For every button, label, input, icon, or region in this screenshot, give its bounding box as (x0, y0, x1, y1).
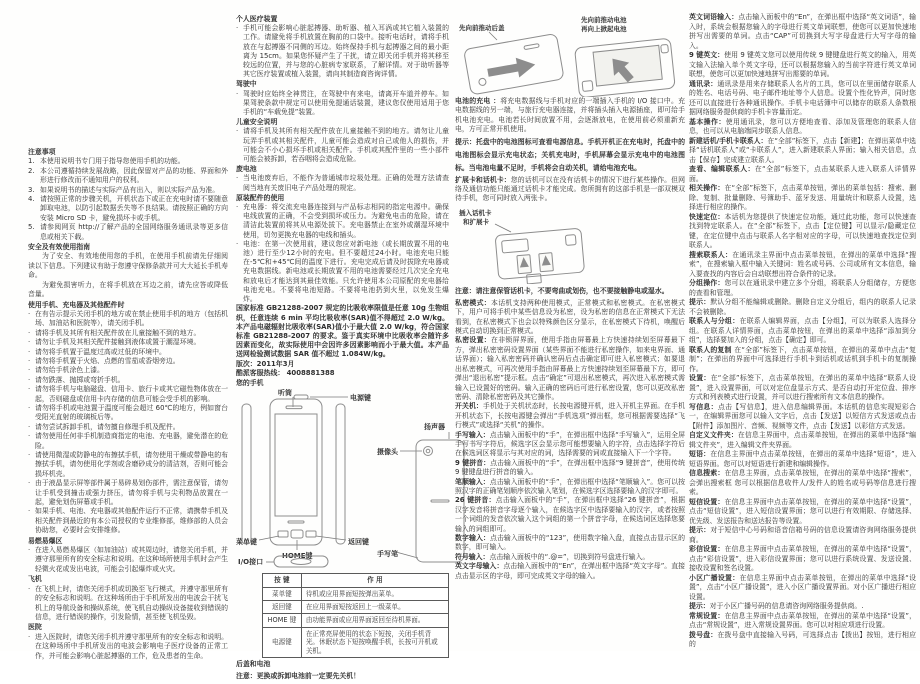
list-number: 1. (28, 157, 35, 166)
bullet-item (236, 24, 449, 79)
section-heading (236, 80, 449, 89)
text: 版次：2011年3月 (236, 359, 295, 368)
text: 请将手机及其所有相关配件放在儿童接触不到的地方。 (35, 328, 201, 337)
bullet-marker: · (28, 385, 31, 394)
text: 点击输入面板中的“手”，在弹出框中选择“手写输入”，运用全屏手写书写字符后，候选字区会显示您可能想要输入的字符，点击选择字符后在候选词区将显示与其对应的词，选择需要的词或直接输入下一个字符。 (455, 430, 685, 458)
numbered-item (28, 195, 228, 223)
term-label: 英文词语输入： (689, 13, 739, 21)
figure-label: 和扩展卡 (463, 217, 489, 226)
text: 由于液晶显示屏等部件属于易碎易划伤部件，需注意保管，请勿让手机受到撞击或强力挤压，请勿将手机与尖利物品放置在一起，避免划伤屏幕或手机。 (35, 479, 228, 507)
bold-paragraph (236, 304, 449, 359)
table-cell: 由功能界面或应用界面返回至待机界面。 (301, 614, 448, 627)
bullet-item (236, 203, 449, 240)
text: 托盘中的电池图标可查看电源信息。手机开机正在充电时，托盘中的电池图标会显示充电状态；关机充电时，手机屏幕会显示充电中的电池图标。当电池电量不足时，手机将会自动关机，请给电池充电。 (455, 137, 686, 172)
key-table-block (236, 573, 449, 658)
bullet-marker: · (28, 632, 31, 641)
term-label: 通讯录： (689, 79, 718, 88)
bullet-marker: · (28, 309, 31, 318)
text: 国家标准 GB21288-2007 规定的比吸收率限值是任意 10g 生物组织，任意连续 6 min 平均比吸收率(SAR)值不得超过 2.0 W/kg。本产品电磁辐射比吸收率(SAR)值小于最大值 2.0 W/kg，符合国家标准 GB21288-2007 的要求。鉴于真实环境中比吸收率会随许多因素而变化，故实际使用中会因许多因素影响而小于最大值。本产品送网检验测试数据 SAR 值不超过 1.084W/kg。 (236, 304, 449, 359)
text: 后盖和电池 (236, 659, 271, 668)
bullet-marker: · (236, 127, 239, 136)
bullet-marker: · (28, 584, 31, 593)
bullet-item (28, 385, 228, 404)
text: 点击输入面板中的“En”，在弹出框中选择“英文词语”，输入时，系统会根据您输入的字母进行英文单词联想，使您可以更加快速地拼写出需要的单词。点击“CAP”可切换到大写字母盘进行大写字母的输入。 (689, 13, 917, 50)
arrow-right-icon (486, 55, 537, 83)
paragraph (689, 498, 916, 527)
term-label: 彩信设置： (689, 545, 725, 553)
paragraph (455, 478, 685, 497)
paragraph (455, 299, 685, 337)
section-heading (28, 148, 228, 157)
text: 本话机支持两种使用模式，正常模式和私密模式。在私密模式下，用户可将手机中某些信息设为私密，设为私密的信息在正常模式下无法看到，在私密模式下也会以特殊颜色区分显示，在私密模式下待机，唤醒后模式自动切换到正常模式。 (455, 298, 686, 336)
term-label: 提示： (689, 602, 710, 610)
text: 在信息主界面，点击菜单按钮，在弹出的菜单中选择“搜索”，会弹出搜索框 您可以根据信息收件人/发件人的姓名或号码等信息进行搜索。 (689, 469, 917, 496)
figure-label: I/O接口 (238, 558, 264, 567)
bullet-item (28, 357, 228, 366)
paragraph (455, 402, 685, 430)
bullet-item (28, 585, 228, 623)
figure-label: 先向前推动电池 (581, 16, 627, 24)
numbered-item (28, 167, 228, 186)
column-contacts-and-messaging (689, 13, 916, 650)
figure-your-phone (236, 388, 471, 570)
column-safety-and-phone (236, 14, 449, 684)
text: 在信息主界面中，点击菜单按钮，在弹出的菜单中选择“编辑文件夹”，进入编辑文件夹界面。 (689, 431, 916, 449)
bullet-marker: · (28, 403, 31, 412)
text: 点击输入面板中的“123”，使用数字输入盘，直接点击显示区的数字，即可输入。 (455, 534, 685, 552)
text: 驾驶中 (236, 80, 257, 89)
paragraph (689, 137, 916, 166)
text: 在“全部”标签下，点击菜单按钮，在弹出的菜单中点击“复制”；在弹出的界面中可选择进行手机卡到话机或话机到手机卡的复制操作。 (689, 345, 916, 373)
bullet-marker: · (28, 422, 31, 431)
key-function-table (262, 573, 449, 658)
text: 请注意保管话机卡，不要弯曲或划伤，也不要接触静电或湿水。 (475, 286, 669, 295)
list-number: 4. (28, 195, 35, 204)
text: 本公司遵循持续发展战略，因此保留对产品的功能、界面和外形进行修改而不通知用户的权利。 (40, 166, 228, 185)
text: 在信息主界面中点击菜单按钮，在弹出的菜单中选择“设置”，点击“短信设置”，进入短信设置界面；您可以进行有效期限、存储选择、优先级、发送报告和送达报告等设置。 (689, 497, 917, 525)
bullet-item (28, 404, 228, 423)
text: 在信息主界面中点击菜单按钮，在弹出的菜单中选择“短语”，进入短语界面。您可以对短语进行新建和编辑操作。 (689, 450, 917, 468)
text: 儿童安全说明 (236, 118, 278, 127)
section-heading (28, 537, 228, 546)
term-label: 符号输入： (455, 552, 490, 561)
text: 请将手机及其所有相关配件放在儿童接触不到的地方。请勿让儿童玩弄手机或其相关配件，儿童可能会造成对自己或他人的损伤，并可能会不小心损坏手机或相关配件。手机或其配件里的一些小部件可能会被拆卸，若吞咽将会造成危险。 (243, 127, 449, 164)
bullet-marker: · (28, 451, 31, 459)
term-label: 私密模式： (455, 298, 491, 307)
text: 原装配件的使用 (236, 193, 285, 202)
text: 点击输入面板中的“En”，在弹出框中选择“英文字母”。直接点击显示区的字母，即可完成英文字母的输入。 (455, 562, 686, 580)
text: 请勿给手机涂色上漆。 (35, 366, 104, 375)
paragraph (689, 431, 916, 450)
bullet-item (28, 376, 228, 385)
term-label: 英文字母输入： (455, 562, 504, 571)
term-label: 分组操作： (689, 279, 725, 287)
section-heading (236, 194, 449, 203)
text: 本话机为您提供了快速定位功能，通过此功能，您可以快速查找到特定联系人。在“全部”标签下，点击【定位键】可以显示/隐藏定位键，在定位键中点击与联系人名字相对应的字母，可以快速地查找定位到联系人。 (689, 212, 917, 249)
figure-back-cover-removal (455, 13, 681, 97)
text: 在信息主界面中点击菜单按钮，在弹出的菜单中选择“设置”，点击“小区广播设置”，进入小区广播设置界面。对小区广播进行相应设置。 (689, 573, 916, 601)
table-header: 按 键 (263, 574, 302, 587)
text: 在通讯录主界面中点击菜单按钮，在弹出的菜单中选择“搜索”，在搜索输入框中输入关键词：姓名或号码、公司或所有文本信息，输入要查找的内容后会自动联想出符合条件的记录。 (689, 250, 916, 278)
paragraph (689, 374, 916, 403)
table-row (263, 587, 449, 600)
table-cell: 电源键 (263, 627, 302, 657)
text: 电池：在第一次使用前，建议您应对新电池（或长期放置不用的电池）进行至少12小时的充电。但不要超过24小时。电池充电只能在-5℃和+45℃间的温度下进行。充电完成后请及时拔除充电器或充电数据线。新电池或长期放置不用的电池需要经过几次完全充电和放电后才能达到其最佳效能。只允许使用本公司原配的充电器给电池充电。不要将电池短路。不要将电池扔到火里，以免发生爆炸。 (243, 239, 449, 304)
text: 请勿将手机置于火焰、点燃的雪茄或香烟旁边。 (35, 356, 180, 365)
section-heading (28, 623, 228, 632)
table-row (263, 600, 449, 613)
text: 请勿将手机或电池置于温度可能会超过 60℃的地方，例如窗台受阳光直射的玻璃板后等。 (35, 403, 228, 422)
term-label: 提示： (689, 298, 711, 306)
figure-label: 再向上掀起电池 (581, 25, 627, 33)
bullet-marker: · (236, 174, 239, 183)
bullet-marker: · (28, 328, 31, 337)
bullet-marker: · (28, 546, 31, 555)
paragraph (689, 298, 916, 317)
text: 注意：更换或拆卸电池前一定要先关机！ (236, 672, 361, 681)
text: 如果手机、电池、充电器或其他配件运行不正常，请携带手机及相关配件到最近的有本公司授权的专业维修部，维修部的人员会协助您，必要时会安排维修。 (35, 507, 228, 535)
bullet-item (28, 310, 228, 329)
text: 使用手机、充电器及其他配件时 (28, 300, 125, 309)
bold-paragraph (236, 369, 449, 378)
term-label: 设置： (689, 374, 711, 382)
indent-paragraph (28, 281, 228, 300)
text: 酷派客服热线： 4008881388 (236, 368, 335, 377)
text: 易燃易爆区 (28, 536, 63, 545)
figure-label: 电源键 (350, 394, 371, 403)
paragraph (455, 97, 685, 135)
paragraph (689, 450, 916, 469)
text: 使用 9 键英文您可以使用传统 9 键键盘进行英文的输入，用英文输入法输入单个英文字母，还可以根据您输入的当前字符进行英文单词联想，使您可以更加快速地拼写出需要的单词。 (689, 51, 916, 78)
term-label: 自定义文件夹： (689, 431, 738, 439)
term-label: 常规设置： (689, 611, 725, 620)
term-label: 数字输入： (455, 534, 490, 542)
section-heading (236, 379, 449, 388)
figure-label: 插入话机卡 (459, 208, 492, 217)
paragraph (689, 80, 916, 118)
text: 在“全部”标签下，点击菜单按钮，弹出的菜单包括：搜索、删除、复制、批量删除、号簿助手、蓝牙发送、用量统计和联系人设置，选择进行相应的操作。 (689, 184, 917, 211)
bullet-marker: · (28, 366, 31, 375)
paragraph (455, 562, 685, 581)
term-label: 开关机： (455, 402, 483, 411)
table-cell: 返回键 (263, 600, 302, 613)
paragraph (455, 553, 685, 562)
table-cell: HOME 键 (263, 614, 302, 627)
list-number: 3. (28, 185, 35, 194)
paragraph (455, 336, 685, 402)
fig-sim-slot (455, 204, 685, 284)
table-cell: 在正常亮屏使用的状态下短按，关闭手机背光。休眠状态下短按唤醒手机，长按可开机或关机。 (301, 627, 448, 657)
bullet-marker: · (28, 347, 31, 356)
bullet-item (28, 451, 228, 479)
paragraph (689, 346, 916, 375)
bullet-marker: · (28, 338, 31, 347)
text: 请勿尝试拆卸手机，请勿擅自修理手机及配件。 (35, 422, 180, 431)
term-label: 拨号盘： (689, 630, 718, 639)
paragraph (455, 534, 685, 553)
list-number: 2. (28, 166, 35, 175)
text: 点击输入面板中的“手”，在弹出框中选择“笔顺输入”。您可以按照汉字的正确笔划顺序依次输入笔划，在候选字区选择要输入的汉字即可。 (455, 477, 685, 495)
text: 在信息主界面中点击菜单按钮，在弹出的菜单中选择“设置”，点击“常规设置”，进入常规设置界面。您可以对相应项进行设置。 (689, 611, 917, 629)
term-label: 私密设置： (455, 336, 491, 345)
fig-phone-slot (236, 388, 449, 570)
term-label: 写信息： (689, 402, 718, 411)
text: 您的话机可以在没有话机卡的情况下进行某些操作。但网络及通信功能只能通过话机卡才能完成。您所拥有的这部手机是一部双模双待手机，您可同时放入两张卡。 (455, 175, 686, 203)
text: 安全及有效使用指南 (28, 243, 91, 252)
text: 请勿使用任何非手机制造商指定的电池、充电器，避免潜在的危险。 (35, 432, 228, 450)
paragraph (689, 251, 916, 280)
section-heading (236, 660, 449, 669)
text: 在有告示提示关闭手机的地方或在禁止使用手机的地方（包括机场、加油站和医院等），请关闭手机。 (35, 309, 228, 328)
term-label: 短语： (689, 450, 711, 458)
term-label: 26 键拼音： (455, 496, 496, 505)
table-cell: 在应用界面短按返回上一级菜单。 (301, 600, 448, 613)
section-heading (236, 15, 449, 24)
text: 点击【写信息】，进入信息编辑界面。本话机的信息实现短彩合一，在编辑界面您可以输入文字后，点击【发送】以短信方式发送或点击【附件】添加图片、音频、视频等文件，点击【发送】以彩信方式发送。 (689, 402, 916, 430)
text: 在信息主界面中点击菜单按钮，在弹出的菜单中选择“设置”，点击“彩信设置”，进入彩信设置界面；您可以进行系统设置、发送设置、接收设置和签名设置。 (689, 545, 917, 572)
list-number: 5. (28, 223, 35, 232)
numbered-item (28, 223, 228, 242)
text: 通讯录是用来存储联系人名片的工具，您可以在里面储存联系人的姓名、电话号码、电子邮件地址等个人信息。设置个性化铃声，同时您还可以直接进行各种通讯操作。手机卡电话簿中可以储存的联系人条数根据网络服务提供商的手机卡容量而定。 (689, 79, 917, 116)
term-label: 信息搜索： (689, 469, 725, 477)
text: 废电池 (236, 165, 257, 174)
text: 点击输入面板中的“手”，在弹出框中选择“26 键拼音”，根据汉字发音将拼音字母逐个输入，在候选字区中选择要输入的汉字，或者按照一个词组的发音依次输入这个词组的第一个拼音字母，在候选词区选择您要输入的词组即可。 (455, 496, 685, 533)
figure-sim-insert (455, 204, 587, 284)
bullet-marker: · (28, 356, 31, 365)
bullet-item (28, 633, 228, 661)
paragraph (455, 496, 685, 534)
paragraph (455, 459, 685, 478)
text: 驾驶时应始终全神贯注，在驾驶中有来电，请离开车道并停车。如果驾驶条款中规定可以使用免提通话装置，建议您仅使用适用于您手机的“车载免提”装置。 (243, 89, 449, 117)
text: 点击输入面板中的“手”，在弹出框中选择“9 键拼音”，使用传统 9 键键盘进行拼音的输入。 (455, 458, 685, 477)
text: 将充电数据线与手机对应的一端插入手机的 I/O 接口中。充电数据线的另一端，与旅行充电器连接，并将插头插入电源插座，即可给手机电池充电。电池若长时间放置不用，会逐渐放电，在使用前必须重新充电，方可正常开机使用。 (455, 97, 685, 134)
text: 对于短信中心号码和语音信箱号码的信息设置请咨询网络服务提供商。 (689, 526, 917, 544)
bullet-item (236, 127, 449, 164)
term-label: 扩展卡和话机卡： (455, 175, 511, 184)
paragraph (689, 574, 916, 603)
numbered-item (28, 157, 228, 166)
figure-label: 返回键 (348, 538, 369, 547)
paragraph (689, 279, 916, 298)
term-label: 短信设置： (689, 497, 725, 506)
term-label: 小区广播设置： (689, 573, 740, 582)
paragraph (689, 317, 916, 346)
text: 您可以在通讯录中建立多个分组，将联系人分组储存，方便您的查看和管理。 (689, 279, 917, 297)
bullet-marker: · (236, 203, 239, 212)
text: 请勿将手机与电脑磁盘、信用卡、旅行卡或其它磁性物体放在一起，否则磁盘或信用卡内存储的信息可能会受手机的影响。 (35, 385, 228, 403)
term-label: 新建话机/手机卡联系人： (689, 136, 768, 145)
bold-paragraph (236, 360, 449, 369)
table-cell: 待机或应用界面短按弹出菜单。 (301, 587, 448, 600)
text: 为避免损害听力，在将手机放在耳边之前，请先应答或降低音量。 (28, 280, 228, 299)
paragraph (455, 176, 685, 204)
text: 使用通讯录，您可以方便地查看、添加及管理您的联系人信息，也可以从电脑端同步联系人信息。 (689, 117, 917, 135)
text: 请使用微湿或防静电的布擦拭手机，请勿使用干燥或带静电的布擦拭手机，请勿使用化学剂或含磨砂成分的清洁剂，否则可能会损坏机壳。 (35, 451, 228, 478)
paragraph (689, 469, 916, 498)
text: 在联系人编辑界面，点击【分组】，可以为联系人选择分组。在联系人详情界面，点击菜单按钮，在弹出的菜单中选择“添加到分组”，选择要加入的分组，点击【确定】即可。 (689, 317, 916, 344)
term-label: 联系人的复制 (689, 345, 735, 354)
bullet-item (28, 366, 228, 375)
paragraph (455, 431, 685, 459)
note-paragraph (236, 670, 449, 683)
bullet-marker: · (28, 432, 31, 441)
fig-back-cover-slot (455, 13, 685, 97)
note-paragraph (455, 136, 685, 175)
section-heading (28, 301, 228, 310)
bullet-item (28, 432, 228, 451)
paragraph (689, 184, 916, 213)
paragraph (689, 602, 916, 612)
bullet-marker: · (236, 24, 239, 33)
paragraph (689, 403, 916, 432)
figure-label: 听筒 (278, 389, 292, 398)
text: 在非锁屏界面，使用手指由屏幕最上方快速持续划至屏幕最下方，弹出私密密码设置界面（某些界面不能进行私密操作，如来电界面、通话界面）；输入私密密码并确认密码后点击确定即可进入私密模式；如要退出私密模式，可再次使用手指由屏幕最上方快速持续划至屏幕最下方，即可弹出“退出私密”提示框。点击“确定”可退出私密模式，再次进入私密模式需输入已设置好的密码。输入正确的密码后可进行私密设置，您可以更改私密密码、清除私密密码及其它操作。 (455, 336, 686, 401)
term-label: 电池的充电 ： (455, 97, 501, 105)
term-label: 相关操作： (689, 184, 725, 192)
text: 在拨号盘中直接输入号码，可选择点击【拨出】按钮，进行相应的 (689, 630, 917, 648)
term-label: 手写输入： (455, 430, 490, 439)
table-row (263, 627, 449, 657)
paragraph (689, 631, 916, 650)
term-label: 9 键拼音： (455, 458, 491, 467)
text: 当电池废弃后，不能作为普通城市垃圾处理。正确的处理方法请查阅当地有关废旧电子产品处理的规定。 (243, 174, 449, 192)
paragraph (689, 213, 916, 251)
text: 充电器：将交流充电器连接到与产品标志相同的指定电源中。确保电线放置的正确，不会受到损坏或压力。为避免电击的危险，请在清洁此装置前将其从电源处拔下。充电器禁止在室外或潮湿环境中使用，切勿更换充电器的电线和插头。 (243, 203, 449, 239)
text: 在“全部”标签下，点击菜单按钮，在弹出的菜单中选择“联系人设置”，进入设置界面，可以对定位盘显示方式、是否自动打开定位盘、排序方式和列表模式进行设置，并可以进行搜索所有文本信息的操作。 (689, 374, 916, 401)
text: 请参阅网页 http://了解产品的全国网络服务通讯录等更多信息或相关下载。 (40, 223, 228, 241)
figure-label: 手写笔 (377, 550, 398, 559)
paragraph (689, 13, 916, 51)
text: 注意事项 (28, 148, 56, 156)
figure-label: 菜单键 (236, 538, 257, 547)
text: 本使用说明书专门用于指导您使用手机的功能。 (40, 157, 185, 166)
figure-label: HOME键 (282, 552, 313, 561)
text: 手机可能会影响心脏起搏器、助听器、植入耳涡或其它植入装置的工作。请避免将手机放置在胸前的口袋中。接听电话时，请将手机放在与起搏器不同侧的耳边。始终保持手机与起搏器之间的最小距离为 15cm。如果您怀疑产生了干扰，请立即关闭手机并将其移至较远的位置，并与您的心脏病专家联系，了解详情。对于助听器等其它医疗装置或植入装置，请向其制造商咨询详情。 (243, 24, 449, 79)
section-heading (28, 575, 228, 584)
bullet-marker: · (28, 507, 31, 516)
text: 在进入易燃易爆区（如加油站）或其周边时，请您关闭手机，并遵守那里所有的安全标志和说明。在这种场所使用手机时会产生轻微火花或发出电波，可能会引起爆炸或火灾。 (35, 546, 228, 573)
term-label: 提示： (455, 137, 476, 146)
bullet-item (28, 348, 228, 357)
term-label: 注意： (455, 286, 476, 295)
text: 手机处于关机状态时，长按电源键开机，进入开机主界面。在手机开机状态下，长按电源键会弹出“手机选项”弹出框，您可根据需要选择“飞行模式”或选择“关机”的操作。 (455, 402, 685, 430)
bullet-item (28, 329, 228, 338)
term-label: 联系人与分组： (689, 317, 740, 325)
text: 您的手机 (236, 378, 264, 387)
table-row (263, 614, 449, 627)
text: 默认分组不能编辑或删除。删除自定义分组后，组内的联系人记录不会被删除。 (689, 298, 917, 316)
text: 如果说明书的描述与实际产品有出入，则以实际产品为准。 (40, 185, 220, 194)
text: 进入医院时，请您关闭手机并遵守那里所有的安全标志和说明。在这种场所中手机所发出的电波会影响电子医疗设备的正常工作，并可能会影响心脏起搏器的工作，危及患者的生命。 (35, 632, 228, 660)
term-label: 9 键英文： (689, 51, 725, 59)
text: 在“全部”标签下，点击某联系人进入联系人详情界面。 (689, 165, 917, 183)
indent-paragraph (28, 252, 228, 280)
figure-label: 摄像头 (377, 448, 398, 457)
text: 请勿跌落、抛掷或弯折手机。 (35, 375, 125, 384)
bullet-item (28, 546, 228, 574)
bullet-marker: · (236, 239, 239, 248)
term-label: 提示： (689, 526, 711, 534)
bullet-item (236, 90, 449, 118)
bullet-item (28, 507, 228, 535)
column-notices (28, 147, 228, 661)
text: 为了安全、有效地使用您的手机，在使用手机前请先仔细阅读以下信息。下列建议有助于您遵守保修条款并可大大延长手机寿命。 (28, 252, 228, 280)
bullet-item (236, 174, 449, 192)
bullet-item (28, 338, 228, 347)
table-header: 作 用 (301, 574, 448, 587)
paragraph (689, 51, 916, 80)
paragraph (689, 526, 916, 545)
figure-label: 先向前推动后盖 (459, 24, 505, 32)
text: 请勿将手机置于温度过高或过低的环境中。 (35, 347, 166, 356)
paragraph (689, 165, 916, 184)
bullet-item (236, 240, 449, 304)
table-cell: 菜单键 (263, 587, 302, 600)
numbered-item (28, 186, 228, 195)
text: 在“全部”标签下，点击【新建】；在弹出菜单中选择“话机联系人”或“卡联系人”，进入新建联系人界面；输入相关信息，点击【保存】完成建立联系人。 (689, 136, 916, 164)
term-label: 快速定位： (689, 212, 725, 221)
column-battery-and-input (455, 13, 685, 581)
text: 对于小区广播号码的信息请咨询网络服务提供商。. (709, 602, 864, 610)
term-label: 基本操作： (689, 117, 726, 126)
bullet-item (28, 479, 228, 507)
paragraph (689, 118, 916, 137)
text: 飞机 (28, 575, 42, 584)
bullet-marker: · (236, 89, 239, 98)
term-label: 查看、编辑联系人： (689, 165, 755, 173)
note-paragraph (455, 285, 685, 298)
figure-label: 扬声器 (424, 423, 445, 432)
text: 请按照正常的步骤关机，开机状态下或正在充电时请不要随意卸取电池，以防引起数据丢失等不良结果。请按照正确的方向安装 Micro SD 卡，避免损坏卡或手机。 (40, 195, 228, 222)
text: 点击输入面板中的“.@=”，切换到符号盘进行输入。 (489, 552, 650, 561)
term-label: 搜索联系人： (689, 250, 733, 259)
bullet-item (28, 423, 228, 432)
paragraph (689, 612, 916, 631)
paragraph (689, 545, 916, 574)
bullet-marker: · (28, 375, 31, 384)
text: 请勿让手机及其相关配件接触到液体或置于潮湿环境。 (35, 338, 201, 347)
bullet-marker: · (28, 479, 31, 488)
text: 个人医疗装置 (236, 15, 278, 23)
text: 医院 (28, 623, 42, 632)
text: 在飞机上时，请您关闭手机或切换至飞行模式，并遵守那里所有的安全标志和说明。在这种场所由于手机所发出的电波会干扰飞机上的导航设备和操纵系统，使飞机自动操纵设备接收到错误的信息，进行错误的操作，引发险情，甚至使飞机坠毁。 (35, 584, 228, 621)
term-label: 笔顺输入： (455, 477, 490, 486)
